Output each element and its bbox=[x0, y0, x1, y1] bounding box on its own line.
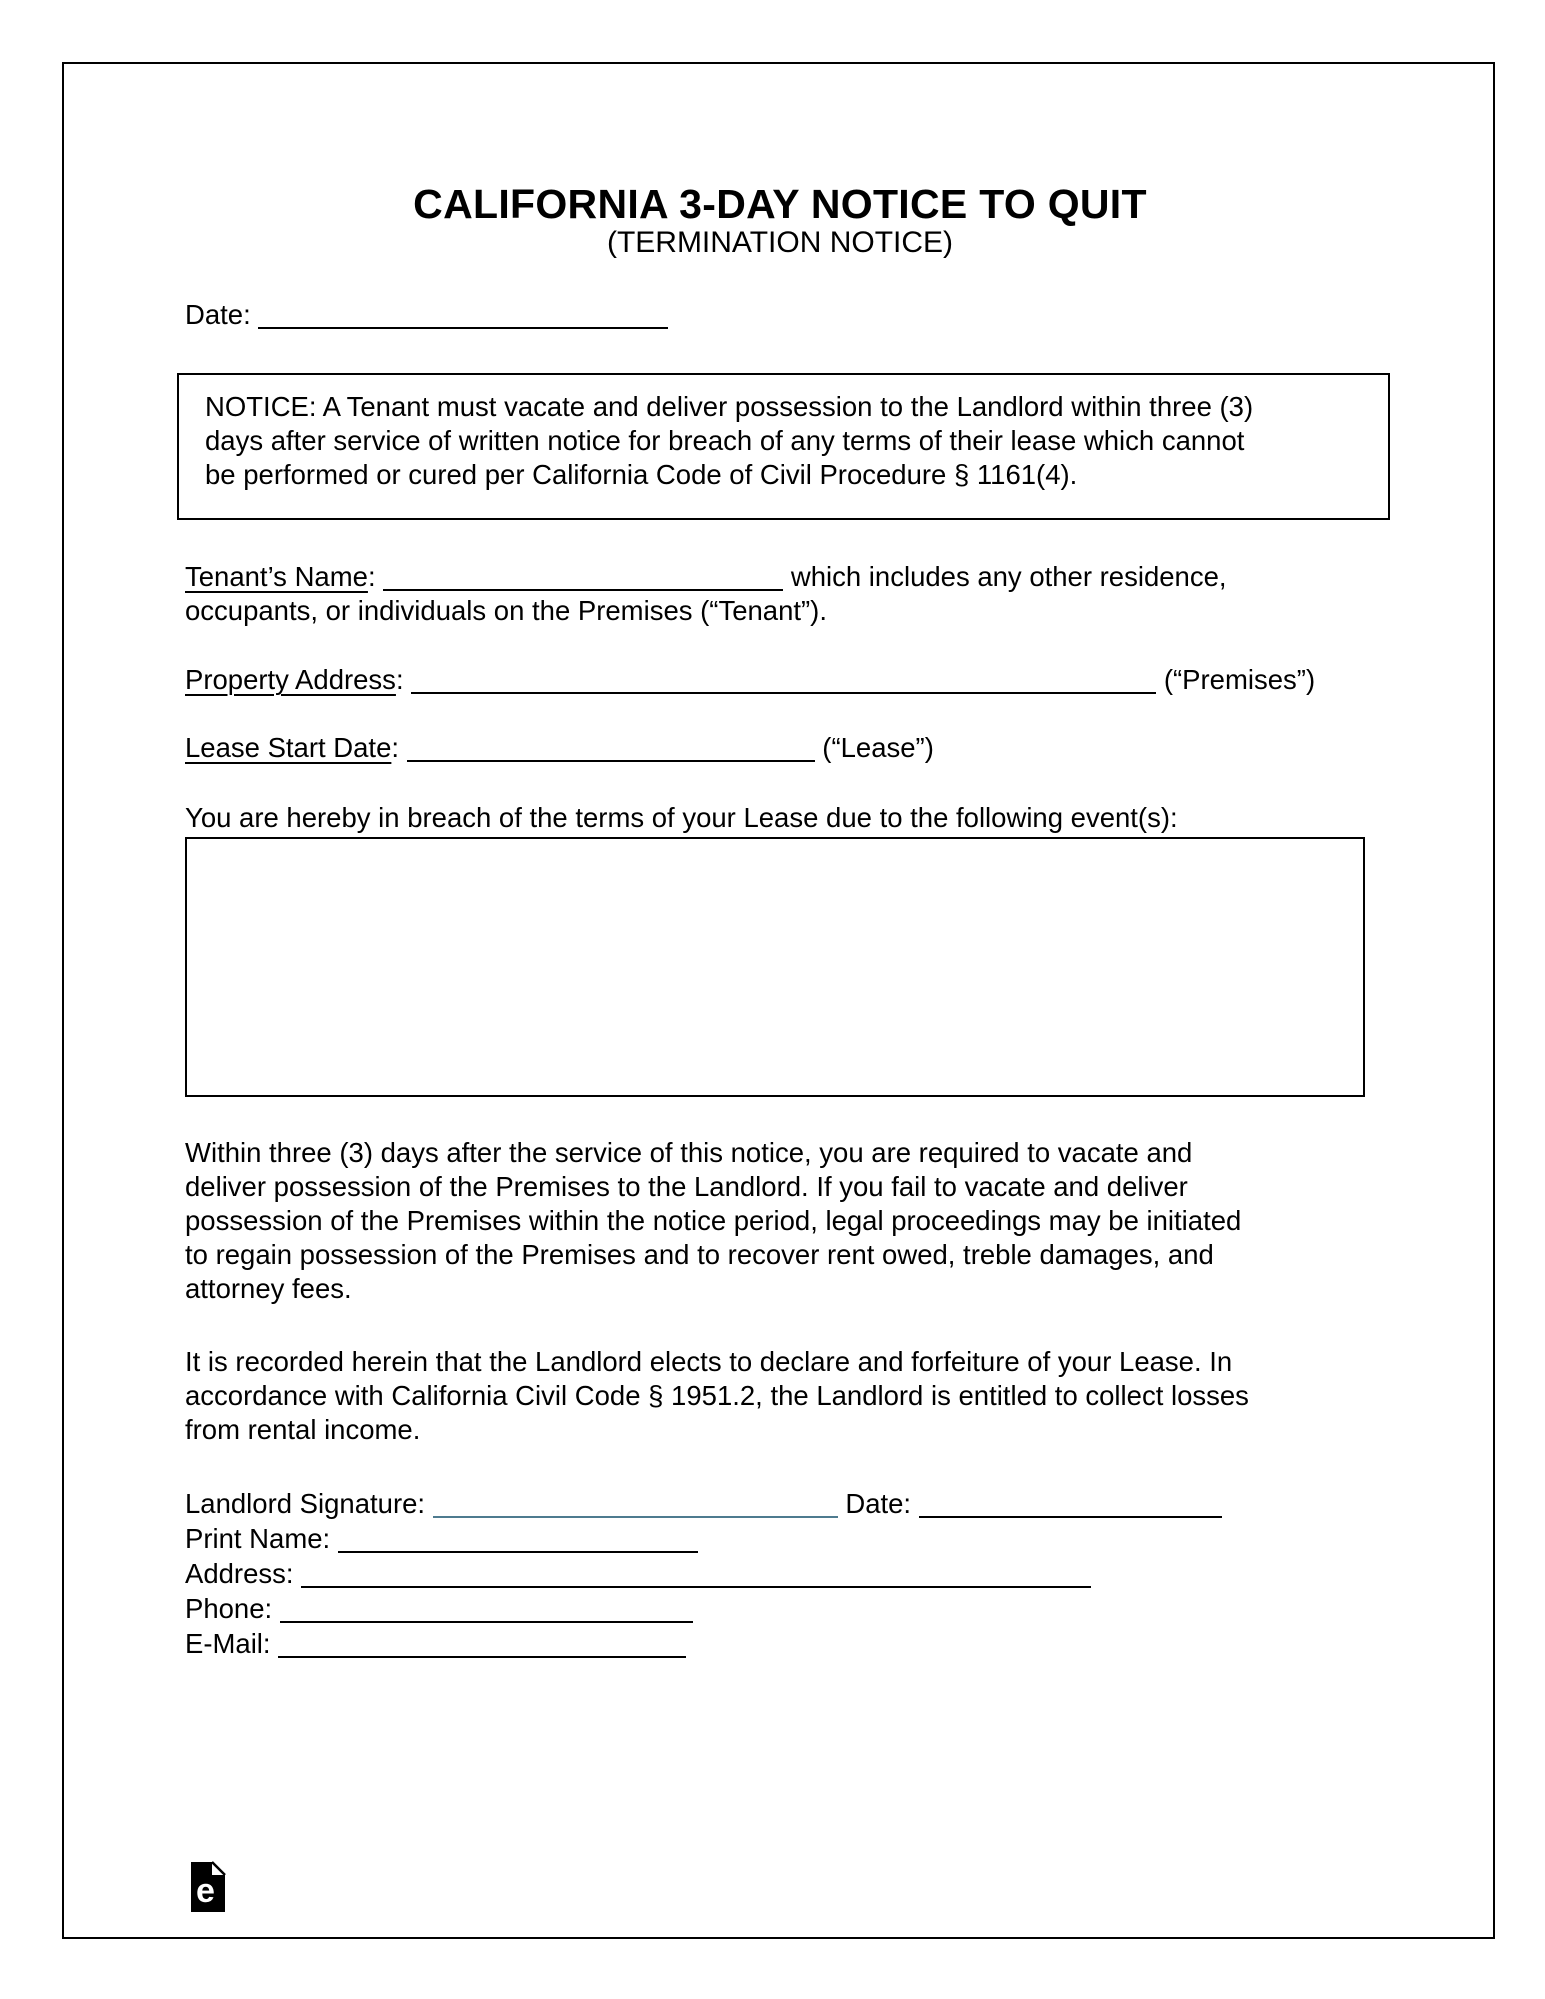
phone-field[interactable] bbox=[280, 1597, 693, 1623]
property-address-row bbox=[185, 663, 1375, 697]
vacate-paragraph-line: deliver possession of the Premises to the Landlord. If you fail to vacate and deliver bbox=[185, 1171, 1188, 1202]
signature-section bbox=[185, 1486, 1375, 1661]
property-address-field[interactable] bbox=[411, 668, 1156, 694]
lease-start-date-field[interactable] bbox=[407, 736, 815, 762]
address-label: Address: bbox=[185, 1558, 294, 1589]
statutory-notice-line: be performed or cured per California Code of Civil Procedure § 1161(4). bbox=[205, 459, 1078, 490]
tenant-name-field[interactable] bbox=[383, 565, 783, 591]
tenant-name-section bbox=[185, 560, 1375, 628]
tenant-name-suffix-text: which includes any other residence, bbox=[790, 561, 1227, 592]
landlord-signature-label: Landlord Signature: bbox=[185, 1488, 426, 1519]
landlord-signature-field[interactable] bbox=[433, 1492, 838, 1518]
logo-letter: e bbox=[196, 1872, 215, 1910]
lease-suffix-text: (“Lease”) bbox=[822, 732, 934, 763]
print-name-field[interactable] bbox=[338, 1527, 698, 1553]
tenant-name-label: Tenant’s Name bbox=[185, 561, 368, 592]
forfeiture-paragraph bbox=[185, 1345, 1375, 1447]
email-field[interactable] bbox=[278, 1632, 686, 1658]
email-row bbox=[185, 1626, 1375, 1661]
forfeiture-paragraph-line: It is recorded herein that the Landlord elects to declare and forfeiture of your Lease. In bbox=[185, 1346, 1233, 1377]
address-row bbox=[185, 1556, 1375, 1591]
landlord-signature-row bbox=[185, 1486, 1375, 1521]
page-subtitle: (TERMINATION NOTICE) bbox=[606, 226, 954, 259]
phone-label: Phone: bbox=[185, 1593, 273, 1624]
lease-start-date-row bbox=[185, 731, 1375, 765]
page-title: CALIFORNIA 3-DAY NOTICE TO QUIT bbox=[413, 181, 1147, 227]
forfeiture-paragraph-line: accordance with California Civil Code § 1951.2, the Landlord is entitled to collect losses bbox=[185, 1380, 1249, 1411]
statutory-notice-line: NOTICE: A Tenant must vacate and deliver possession to the Landlord within three (3) bbox=[205, 391, 1254, 422]
statutory-notice-box bbox=[177, 373, 1390, 520]
vacate-paragraph-line: attorney fees. bbox=[185, 1273, 352, 1304]
eforms-document-logo-icon bbox=[190, 1861, 226, 1913]
vacate-paragraph-line: possession of the Premises within the notice period, legal proceedings may be initiated bbox=[185, 1205, 1242, 1236]
statutory-notice-line: days after service of written notice for breach of any terms of their lease which cannot bbox=[205, 425, 1245, 456]
tenant-name-row bbox=[185, 560, 1375, 594]
colon: : bbox=[391, 732, 400, 763]
colon: : bbox=[367, 561, 376, 592]
forfeiture-paragraph-line: from rental income. bbox=[185, 1414, 421, 1445]
colon: : bbox=[395, 664, 404, 695]
notice-date-row bbox=[185, 298, 1375, 332]
signature-date-field[interactable] bbox=[919, 1492, 1222, 1518]
lease-start-date-label: Lease Start Date bbox=[185, 732, 392, 763]
breach-events-input-box[interactable] bbox=[185, 837, 1365, 1097]
email-label: E-Mail: bbox=[185, 1628, 271, 1659]
notice-date-label: Date: bbox=[185, 299, 251, 330]
vacate-paragraph bbox=[185, 1136, 1375, 1306]
breach-intro-text: You are hereby in breach of the terms of your Lease due to the following event(s): bbox=[185, 802, 1178, 833]
print-name-row bbox=[185, 1521, 1375, 1556]
signature-date-label: Date: bbox=[845, 1488, 912, 1519]
phone-row bbox=[185, 1591, 1375, 1626]
notice-date-field[interactable] bbox=[258, 303, 668, 329]
vacate-paragraph-line: Within three (3) days after the service of this notice, you are required to vacate and bbox=[185, 1137, 1193, 1168]
property-address-label: Property Address bbox=[185, 664, 396, 695]
tenant-name-continuation-text: occupants, or individuals on the Premises (“Tenant”). bbox=[185, 595, 827, 626]
vacate-paragraph-line: to regain possession of the Premises and to recover rent owed, treble damages, and bbox=[185, 1239, 1214, 1270]
address-field[interactable] bbox=[301, 1562, 1091, 1588]
premises-suffix-text: (“Premises”) bbox=[1163, 664, 1316, 695]
print-name-label: Print Name: bbox=[185, 1523, 331, 1554]
